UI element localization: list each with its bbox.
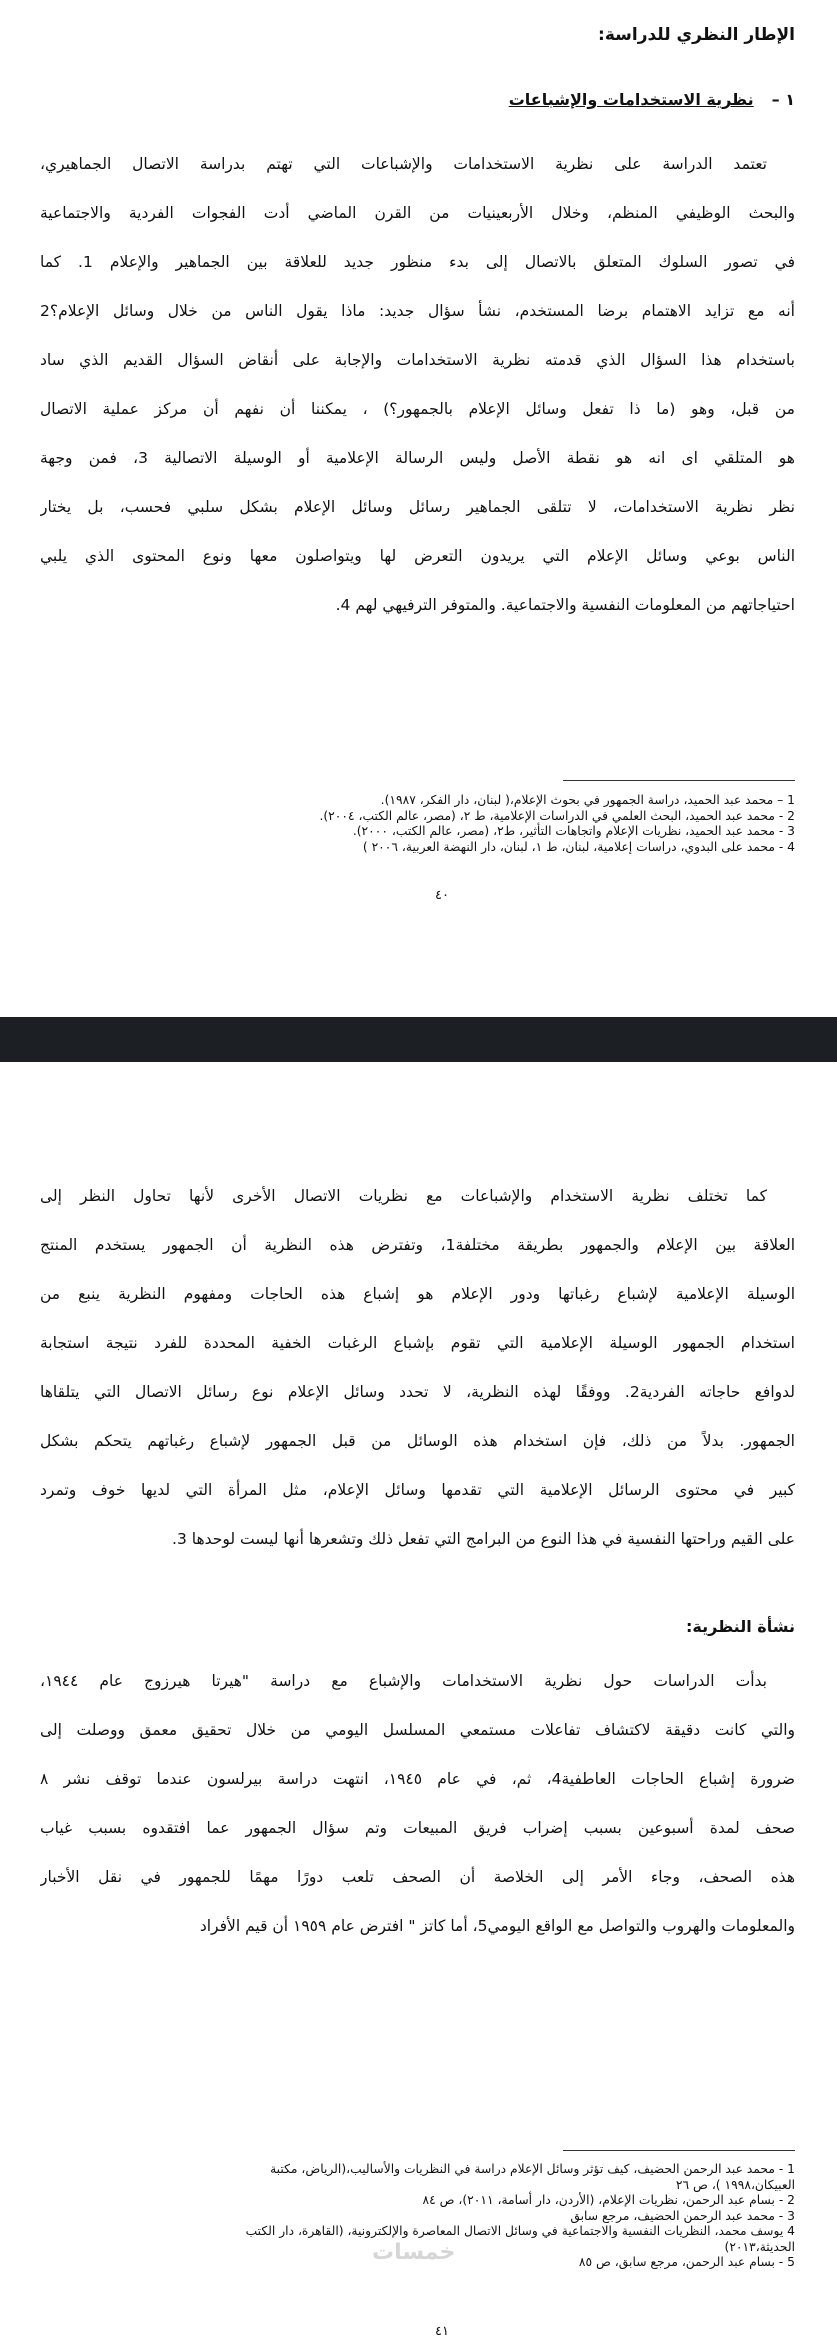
text-line: أنه مع تزايد الاهتمام برضا المستخدم، نشأ سؤال جديد: ماذا يقول الناس من خلال وسائل الإعلام؟2 bbox=[40, 302, 795, 320]
body-paragraph-1 bbox=[40, 140, 795, 630]
text-line: استخدام الجمهور الوسيلة الإعلامية التي تقوم بإشباع الرغبات الخفية المحددة للفرد نتيجة استجابة bbox=[40, 1334, 795, 1352]
footnote: 4 - محمد على البدوي، دراسات إعلامية، لبنان، ط ١، لبنان، دار النهضة العربية، ٢٠٠٦ ) bbox=[362, 839, 795, 854]
text-line: تعتمد الدراسة على نظرية الاستخدامات والإشباعات التي تهتم بدراسة الاتصال الجماهيري، bbox=[40, 155, 767, 173]
footnote: 3 - محمد عبد الرحمن الحضيف، مرجع سابق bbox=[570, 2208, 795, 2223]
body-paragraph-2 bbox=[40, 1172, 795, 1564]
footnote: 1 – محمد عبد الحميد، دراسة الجمهور في بحوث الإعلام،( لبنان، دار الفكر، ١٩٨٧). bbox=[380, 793, 795, 807]
text-line: والتي كانت دقيقة لاكتشاف تفاعلات مستمعي المسلسل اليومي من خلال تحقيق معمق ووصلت إلى bbox=[40, 1721, 795, 1739]
page-number: ٤١ bbox=[435, 2324, 449, 2339]
text-line: على القيم وراحتها النفسية في هذا النوع من البرامج التي تفعل ذلك وتشعرها أنها ليست لوحدها 3. bbox=[172, 1530, 795, 1548]
text-line: في تصور السلوك المتعلق بالاتصال إلى بدء منظور جديد للعلاقة بين الجماهير والإعلام 1. كما bbox=[40, 253, 795, 271]
text-line: ضرورة إشباع الحاجات العاطفية4، ثم، في عام ١٩٤٥، انتهت دراسة بيرلسون عندما توقف نشر ٨ bbox=[40, 1770, 795, 1788]
text-line: والمعلومات والهروب والتواصل مع الواقع اليومي5، أما كاتز " افترض عام ١٩٥٩ أن قيم الأفراد bbox=[199, 1917, 795, 1935]
origin-subheading: نشأة النظرية: bbox=[686, 1617, 795, 1636]
text-line: والبحث الوظيفي المنظم، وخلال الأربعينيات من القرن الماضي أدت الفجوات الفردية والاجتماعية bbox=[40, 204, 795, 222]
text-line: كما تختلف نظرية الاستخدام والإشباعات مع نظريات الاتصال الأخرى لأنها تحاول النظر إلى bbox=[40, 1187, 767, 1205]
text-line: الناس بوعي وسائل الإعلام التي يريدون التعرض لها ويتواصلون معها ونوع المحتوى الذي يلبي bbox=[40, 547, 795, 565]
text-line: صحف لمدة أسبوعين بسبب إضراب فريق المبيعات وتم سؤال الجمهور عما افتقدوه بسبب غياب bbox=[40, 1819, 795, 1837]
text-line: احتياجاتهم من المعلومات النفسية والاجتماعية. والمتوفر الترفيهي لهم 4. bbox=[335, 596, 795, 614]
page-number: ٤٠ bbox=[435, 888, 449, 903]
text-line: هذه الصحف، وجاء الأمر إلى الخلاصة أن الصحف تلعب دورًا مهمًا للجمهور في نقل الأخبار bbox=[40, 1868, 795, 1886]
footnote: الحديثة،٢٠١٣) bbox=[724, 2239, 795, 2254]
text-line: الجمهور. بدلاً من ذلك، فإن استخدام هذه الوسائل من قبل الجمهور لإشباع رغباتهم يتحكم بشكل bbox=[40, 1432, 795, 1450]
text-line: من قبل، وهو (ما ذا تفعل وسائل الإعلام بالجمهور؟) ، يمكننا أن نفهم أن مركز عملية الاتصال bbox=[40, 400, 795, 418]
footnote: 1 - محمد عبد الرحمن الحضيف، كيف تؤثر وسائل الإعلام دراسة في النظريات والأساليب،(الرياض، مكتبة bbox=[270, 2162, 795, 2176]
footnote-separator bbox=[563, 2150, 795, 2151]
footnote: 4 يوسف محمد، النظريات النفسية والاجتماعية في وسائل الاتصال المعاصرة والإلكترونية، (القاهرة، دار الكتب bbox=[245, 2224, 795, 2238]
text-line: بدأت الدراسات حول نظرية الاستخدامات والإشباع مع دراسة "هيرتا هيرزوج عام ١٩٤٤، bbox=[40, 1672, 767, 1690]
watermark: خمسات bbox=[372, 2240, 456, 2265]
text-line: باستخدام هذا السؤال الذي قدمته نظرية الاستخدامات والإجابة على أنقاض السؤال القديم الذي ساد bbox=[40, 351, 795, 369]
text-line: كبير في محتوى الرسائل الإعلامية التي تقدمها وسائل الإعلام، مثل المرأة التي لديها خوف وتمرد bbox=[40, 1481, 795, 1499]
footnote: 5 - بسام عبد الرحمن، مرجع سابق، ص ٨٥ bbox=[578, 2255, 795, 2269]
text-line: لدوافع حاجاته الفردية2. ووفقًا لهذه النظرية، لا تحدد وسائل الإعلام نوع رسائل الاتصال التي يتلقاها bbox=[40, 1383, 795, 1401]
footnote-separator bbox=[563, 780, 795, 781]
section-heading: الإطار النظري للدراسة: bbox=[598, 25, 795, 45]
body-paragraph-3 bbox=[40, 1657, 795, 1951]
text-line: العلاقة بين الإعلام والجمهور بطريقة مختلفة1، وتفترض هذه النظرية أن الجمهور يستخدم المنتج bbox=[40, 1236, 795, 1254]
document-page-2 bbox=[0, 1062, 837, 2349]
text-line: الوسيلة الإعلامية لإشباع رغباتها ودور الإعلام هو إشباع هذه الحاجات ومفهوم النظرية ينبع من bbox=[40, 1285, 795, 1303]
subheading-number: ١ – bbox=[771, 90, 795, 109]
subheading-title: نظرية الاستخدامات والإشباعات bbox=[508, 90, 754, 109]
subheading bbox=[509, 90, 795, 109]
document-page-1 bbox=[0, 0, 837, 1017]
text-line: هو المتلقي اى انه هو نقطة الأصل وليس الرسالة الإعلامية أو الوسيلة الاتصالية 3، فمن وجهة bbox=[40, 449, 795, 467]
footnote: 2 - محمد عبد الحميد، البحث العلمي في الدراسات الإعلامية، ط ٢، (مصر، عالم الكتب، ٢٠٠٤). bbox=[319, 808, 795, 823]
footnotes bbox=[95, 793, 795, 855]
text-line: نظر نظرية الاستخدامات، لا تتلقى الجماهير رسائل وسائل الإعلام بشكل سلبي فحسب، بل يختار bbox=[40, 498, 795, 516]
footnote: 2 - بسام عبد الرحمن، نظريات الإعلام، (الأردن، دار أسامة، ٢٠١١)، ص ٨٤ bbox=[422, 2193, 795, 2207]
footnote: 3 - محمد عبد الحميد، نظريات الإعلام واتجاهات التأثير، ط٢، (مصر، عالم الكتب، ٢٠٠٠). bbox=[352, 824, 795, 838]
page-divider-bar bbox=[0, 1017, 837, 1062]
footnote: العبيكان،١٩٩٨ )، ص ٢٦ bbox=[675, 2177, 795, 2192]
